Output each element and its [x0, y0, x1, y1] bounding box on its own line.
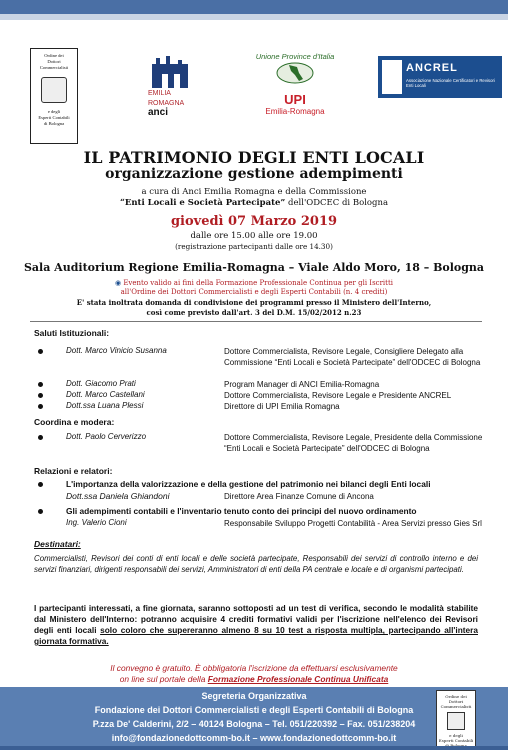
portal-link[interactable]: Formazione Professionale Continua Unificata [207, 674, 389, 684]
tower-icon [148, 54, 200, 88]
page-subtitle: organizzazione gestione adempimenti [105, 166, 403, 182]
free-event-line: Il convegno è gratuito. È obbligatoria l'iscrizione da effettuarsi esclusivamente [110, 663, 398, 673]
odcec-line: Ordine dei [44, 53, 64, 58]
relazioni-heading: Relazioni e relatori: [34, 466, 113, 476]
romagna-text: ROMAGNA [148, 99, 185, 107]
moderator-role: Dottore Commercialista, Revisore Legale, Presidente della Commissione “Enti Locali e Società Partecipate” dell'ODCEC di Bologna [224, 433, 483, 453]
destinatari-heading: Destinatari: [34, 539, 81, 549]
upi-arc-text: Unione Province d'Italia [255, 52, 335, 61]
odcec-line: Dottori [47, 58, 61, 64]
footer-email[interactable]: info@fondazionedottcomm-bo.it – www.fondazionedottcomm-bo.it [111, 733, 397, 743]
odcec-line: e degli [449, 733, 463, 738]
commission-org: dell'ODCEC di Bologna [285, 198, 389, 208]
odcec-line: Commercialisti [440, 704, 472, 709]
speaker-role: Direttore Area Finanze Comune di Ancona [224, 492, 374, 501]
italy-map-icon [275, 61, 315, 85]
odcec-line: Commercialisti [39, 64, 69, 70]
upi-logo [252, 52, 338, 138]
credits-line-2: all'Ordine dei Dottori Commercialisti e degli Esperti Contabili (n. 4 crediti) [120, 288, 388, 296]
moderator-name: Dott. Paolo Cerverizzo [66, 432, 147, 441]
speaker-role: Responsabile Sviluppo Progetti Contabilità - Area Servizi presso Gies Srl [224, 519, 482, 528]
partecipanti-text [34, 603, 478, 647]
crest-icon [41, 77, 67, 103]
odcec-logo [30, 48, 78, 144]
speaker-role: Direttore di UPI Emilia Romagna [224, 402, 340, 411]
crest-icon [447, 712, 465, 730]
footer-line-3: P.zza De' Calderini, 2/2 – 40124 Bologna – Tel. 051/220392 – Fax. 051/238204 [92, 719, 416, 729]
speaker-role: Program Manager di ANCI Emilia-Romagna [224, 380, 380, 389]
saluti-heading: Saluti Istituzionali: [34, 328, 110, 338]
bullet-icon [38, 393, 43, 398]
registration-line [0, 674, 508, 684]
speaker-name: Dott.ssa Luana Plessi [66, 401, 144, 410]
venue: Sala Auditorium Regione Emilia-Romagna – Viale Aldo Moro, 18 – Bologna [23, 261, 485, 274]
footer [0, 687, 508, 750]
partecipanti-text-2: solo coloro che supereranno almeno 8 su 10 test a risposta multipla, partecipando all'intera giornata formativa. [34, 625, 478, 646]
speaker-name: Ing. Valerio Cioni [66, 518, 127, 527]
emilia-text: EMILIA [148, 90, 171, 97]
speaker-name: Dott. Giacomo Prati [66, 379, 136, 388]
speaker-name: Dott.ssa Daniela Ghiandoni [66, 491, 170, 501]
bullet-icon [38, 482, 43, 487]
registration-prefix: on line sul portale della [119, 674, 208, 684]
top-band-light [0, 14, 508, 20]
credits-icon: ◉ [114, 279, 122, 287]
ancrel-mark-icon [382, 60, 402, 94]
credits-text-1: Evento valido ai fini della Formazione Professionale Continua per gli Iscritti [123, 279, 394, 287]
divider [30, 321, 482, 322]
event-date: giovedì 07 Marzo 2019 [170, 214, 338, 229]
odcec-line: Esperti Contabili [438, 738, 474, 743]
odcec-line: Ordine dei [445, 694, 467, 699]
ancrel-logo [378, 56, 502, 98]
bottom-band [0, 746, 508, 750]
destinatari-text: Commercialisti, Revisori dei conti di enti locali e delle società partecipate, Responsabili dei servizi di controllo interno e dei servizi finanziari, dirigenti responsabili dei servizi, Amministratori di enti della PA centrale e locale e di organismi partecipati. [34, 554, 478, 574]
bullet-icon [38, 509, 43, 514]
ancrel-subtext: Associazione Nazionale Certificatori e Revisori Enti Locali [406, 78, 495, 88]
speaker-name: Dott. Marco Vinicio Susanna [66, 346, 167, 355]
footer-line-1: Segreteria Organizzativa [201, 691, 307, 701]
anci-emilia-romagna-logo [148, 54, 200, 128]
talk-title: Gli adempimenti contabili e l'inventario tenuto conto dei principi del nuovo ordinamento [66, 506, 417, 516]
footer-line-2: Fondazione dei Dottori Commercialisti e degli Esperti Contabili di Bologna [94, 705, 414, 715]
footer-odcec-logo [436, 690, 476, 748]
speaker-name: Dott. Marco Castellani [66, 390, 145, 399]
ministry-line-2: così come previsto dall'art. 3 del D.M. 15/02/2012 n.23 [146, 308, 362, 317]
speaker-role: Dottore Commercialista, Revisore Legale, Consigliere Delegato alla Commissione “Enti Locali e Società Partecipate” dell'ODCEC di Bologna [224, 347, 481, 367]
commission-name: “Enti Locali e Società Partecipate” [119, 198, 286, 208]
bullet-icon [38, 382, 43, 387]
cura-line-2 [0, 198, 508, 208]
ministry-line-1: E' stata inoltrata domanda di condivisione dei programmi presso il Ministero dell'Interno, [76, 298, 432, 307]
talk-title: L'importanza della valorizzazione e della gestione del patrimonio nei bilanci degli Enti locali [66, 479, 431, 489]
odcec-line: e degli [47, 108, 61, 114]
registration-time: (registrazione partecipanti dalle ore 14.30) [175, 242, 333, 251]
anci-text: anci [148, 107, 169, 119]
logo-row [0, 48, 508, 138]
credits-line-1 [0, 279, 508, 287]
event-time: dalle ore 15.00 alle ore 19.00 [190, 231, 318, 241]
speaker-role: Dottore Commercialista, Revisore Legale e Presidente ANCREL [224, 391, 452, 400]
partecipanti-text-1: I partecipanti interessati, a fine giornata, saranno sottoposti ad un test di verifica, secondo le modalità stabilite dal Ministero dell'Interno: potranno acquisire 4 crediti formativi validi per l'iscrizione nell'elenco dei Revisori degli enti locali [34, 603, 478, 635]
bullet-icon [38, 404, 43, 409]
top-band [0, 0, 508, 14]
page-title: IL PATRIMONIO DEGLI ENTI LOCALI [83, 148, 425, 167]
odcec-line: Esperti Contabili [38, 114, 70, 120]
bullet-icon [38, 435, 43, 440]
odcec-line: Dottori [448, 699, 464, 704]
coordina-heading: Coordina e modera: [34, 417, 115, 427]
ancrel-text: ANCREL [406, 62, 458, 74]
cura-line: a cura di Anci Emilia Romagna e della Commissione [141, 187, 367, 197]
odcec-line: di Bologna [43, 120, 65, 126]
upi-region-text: Emilia-Romagna [265, 107, 325, 116]
bullet-icon [38, 349, 43, 354]
upi-text: UPI [284, 92, 306, 107]
